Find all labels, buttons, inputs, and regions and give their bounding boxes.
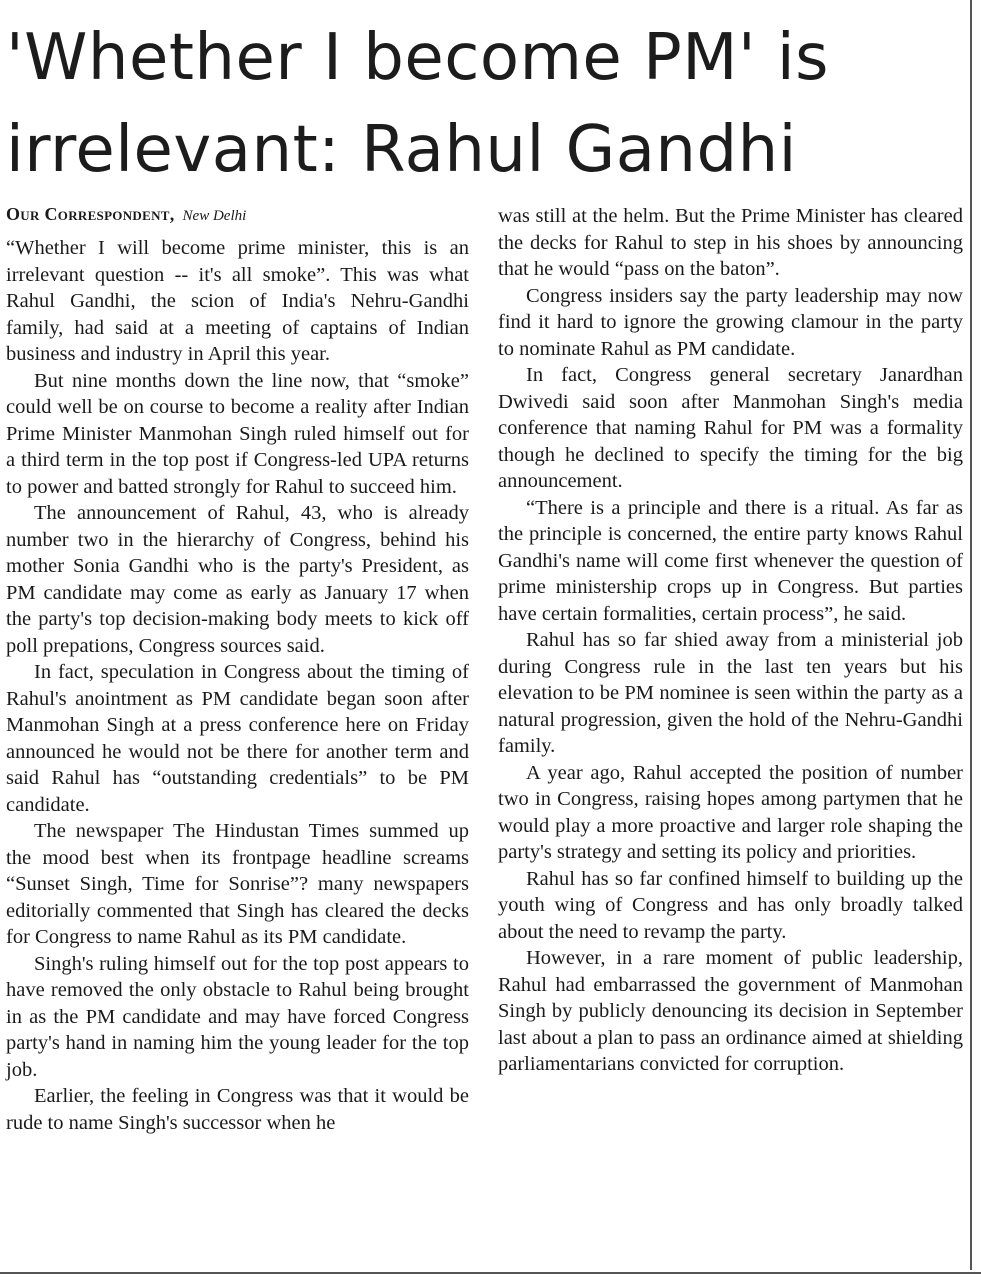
paragraph: In fact, speculation in Congress about the timing of Rahul's anointment as PM candidate began soon after Manmohan Singh at a press conference here on Friday announced he would not be there for another term and said Rahul has “outstanding credentials” to be PM candidate. [6,661,469,816]
paragraph: In fact, Congress general secretary Janardhan Dwivedi said soon after Manmohan Singh's media conference that naming Rahul for PM was a formality though he declined to specify the timing for the big announcement. [498,364,963,492]
paragraph: However, in a rare moment of public leadership, Rahul had embarrassed the government of Manmohan Singh by publicly denouncing its decision in September last about a plan to pass an ordinance aimed at shielding parliamentarians convicted for corruption. [498,947,963,1075]
paragraph: “There is a principle and there is a ritual. As far as the principle is concerned, the entire party knows Rahul Gandhi's name will come first whenever the question of prime ministership crops up in Congress. But parties have certain formalities, certain process”, he said. [498,496,963,625]
column-divider-rule [970,0,972,1270]
paragraph: Rahul has so far shied away from a ministerial job during Congress rule in the last ten years but his elevation to be PM nominee is seen within the party as a natural progression, given the hold of the Nehru-Gandhi family. [498,629,963,757]
bottom-rule [0,1272,981,1274]
paragraph: The newspaper The Hindustan Times summed up the mood best when its frontpage headline screams “Sunset Singh, Time for Sonrise”? many newspapers editorially commented that Singh has cleared the decks for Congress to name Rahul as its PM candidate. [6,820,469,948]
paragraph: “Whether I will become prime minister, this is an irrelevant question -- it's all smoke”. This was what Rahul Gandhi, the scion of India's Nehru-Gandhi family, had said at a meeting of captains of Indian business and industry in April this year. [6,237,469,365]
headline: 'Whether I become PM' is irrelevant: Rahul Gandhi [6,21,829,187]
paragraph: Earlier, the feeling in Congress was that it would be rude to name Singh's successor when he [6,1085,469,1134]
byline [6,203,469,227]
paragraph: A year ago, Rahul accepted the position of number two in Congress, raising hopes among partymen that he would play a more proactive and larger role shaping the party's strategy and setting its policy and priorities. [498,761,963,863]
byline-author: Our Correspondent, [6,204,175,224]
paragraph: But nine months down the line now, that “smoke” could well be on course to become a reality after Indian Prime Minister Manmohan Singh ruled himself out for a third term in the top post if Congress-led UPA returns to power and batted strongly for Rahul to succeed him. [6,369,469,498]
right-column [498,203,963,1078]
left-column [6,203,469,1136]
paragraph: was still at the helm. But the Prime Minister has cleared the decks for Rahul to step in his shoes by announcing that he would “pass on the baton”. [498,205,963,280]
paragraph: The announcement of Rahul, 43, who is already number two in the hierarchy of Congress, behind his mother Sonia Gandhi who is the party's President, as PM candidate may come as early as January 17 when the party's top decision-making body meets to kick off poll prepations, Congress sources said. [6,502,469,657]
paragraph: Rahul has so far confined himself to building up the youth wing of Congress and has only broadly talked about the need to revamp the party. [498,867,963,943]
byline-place: New Delhi [182,208,247,224]
paragraph: Congress insiders say the party leadership may now find it hard to ignore the growing clamour in the party to nominate Rahul as PM candidate. [498,284,963,360]
paragraph: Singh's ruling himself out for the top post appears to have removed the only obstacle to Rahul being brought in as the PM candidate and may have forced Congress party's hand in naming him the young leader for the top job. [6,952,469,1081]
